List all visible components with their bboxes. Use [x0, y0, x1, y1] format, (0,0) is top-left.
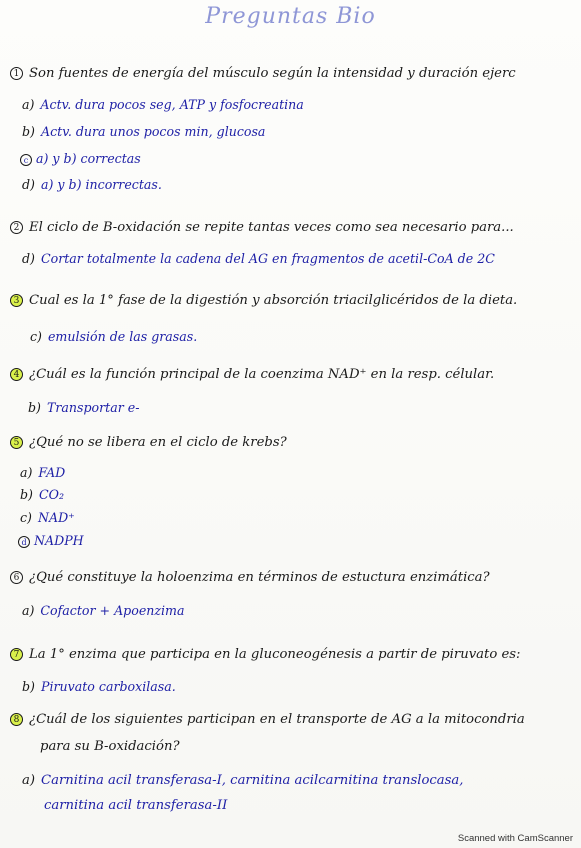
question-text: ¿Cuál es la función principal de la coenzima NAD⁺ en la resp. célular. — [29, 367, 495, 382]
option-row-continued — [44, 798, 227, 813]
option-row — [22, 773, 463, 788]
option-text: Transportar e- — [46, 400, 140, 415]
option-label: b) — [20, 487, 33, 502]
question-number-marker: 7 — [10, 648, 23, 661]
option-label: a) — [20, 465, 33, 480]
question-text: ¿Qué constituye la holoenzima en términos de estuctura enzimática? — [29, 570, 490, 585]
option-row — [22, 679, 176, 694]
option-label: a) — [22, 97, 35, 112]
selected-option-circle: d — [18, 536, 30, 548]
option-row — [20, 151, 141, 166]
option-text: Piruvato carboxilasa. — [40, 679, 176, 694]
question-text: ¿Qué no se libera en el ciclo de krebs? — [29, 435, 287, 450]
option-row — [22, 603, 185, 618]
option-text: CO₂ — [38, 487, 64, 502]
question-2 — [10, 220, 514, 235]
page-title: Preguntas Bio — [205, 4, 376, 29]
option-row — [30, 329, 197, 344]
option-text: NADPH — [34, 533, 84, 548]
option-row — [22, 251, 495, 266]
question-text: El ciclo de B-oxidación se repite tantas veces como sea necesario para... — [29, 220, 514, 235]
question-8 — [10, 712, 525, 727]
question-8-continued: para su B-oxidación? — [40, 739, 180, 754]
question-5 — [10, 435, 287, 450]
question-1 — [10, 66, 516, 81]
option-text: a) y b) correctas — [36, 151, 141, 166]
option-text: Actv. dura unos pocos min, glucosa — [40, 124, 266, 139]
question-number-marker: 5 — [10, 436, 23, 449]
selected-option-circle: c — [20, 154, 32, 166]
question-number-marker: 1 — [10, 67, 23, 80]
option-text: emulsión de las grasas. — [47, 329, 198, 344]
option-label: d) — [22, 177, 35, 192]
option-label: a) — [22, 603, 35, 618]
option-label: c) — [20, 510, 32, 525]
option-text: carnitina acil transferasa-II — [44, 798, 228, 813]
option-text: Actv. dura pocos seg, ATP y fosfocreatina — [40, 97, 304, 112]
option-row — [20, 510, 75, 525]
question-text: Son fuentes de energía del músculo según la intensidad y duración ejerc — [29, 66, 516, 81]
question-number-marker: 3 — [10, 294, 23, 307]
option-text: NAD⁺ — [37, 510, 75, 525]
question-number-marker: 6 — [10, 571, 23, 584]
option-row — [20, 465, 65, 480]
question-number-marker: 8 — [10, 713, 23, 726]
option-row — [22, 124, 265, 139]
option-row — [22, 177, 162, 192]
option-row — [20, 487, 64, 502]
option-text: a) y b) incorrectas. — [40, 177, 162, 192]
option-row — [22, 97, 304, 112]
question-text: La 1° enzima que participa en la gluconeogénesis a partir de piruvato es: — [29, 647, 521, 662]
question-text: ¿Cuál de los siguientes participan en el transporte de AG a la mitocondria — [29, 712, 525, 727]
option-label: c) — [30, 329, 42, 344]
question-number-marker: 2 — [10, 221, 23, 234]
question-6 — [10, 570, 490, 585]
option-text: FAD — [38, 465, 66, 480]
question-4 — [10, 367, 494, 382]
option-row — [18, 533, 84, 548]
option-label: b) — [22, 124, 35, 139]
scanner-watermark: Scanned with CamScanner — [457, 833, 573, 844]
question-3 — [10, 293, 517, 308]
option-label: b) — [28, 400, 41, 415]
question-7 — [10, 647, 520, 662]
question-number-marker: 4 — [10, 368, 23, 381]
option-text: Cortar totalmente la cadena del AG en fragmentos de acetil-CoA de 2C — [40, 251, 495, 266]
option-text: Cofactor + Apoenzima — [40, 603, 185, 618]
question-text: Cual es la 1° fase de la digestión y absorción triacilglicéridos de la dieta. — [29, 293, 518, 308]
option-text: Carnitina acil transferasa-I, carnitina acilcarnitina translocasa, — [41, 773, 464, 788]
option-label: b) — [22, 679, 35, 694]
option-row — [28, 400, 139, 415]
option-label: d) — [22, 251, 35, 266]
option-label: a) — [22, 773, 36, 788]
